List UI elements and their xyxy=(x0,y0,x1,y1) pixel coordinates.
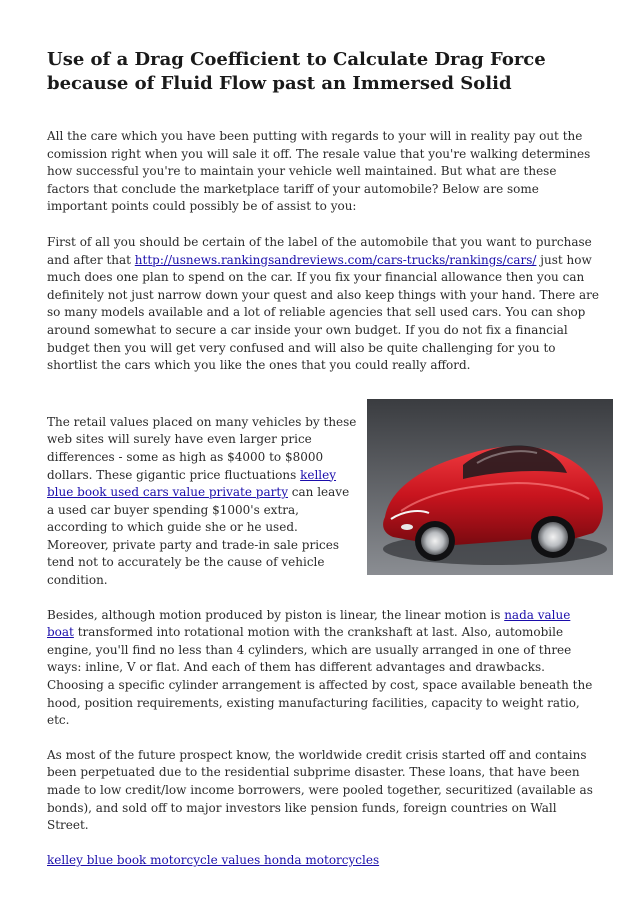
paragraph-intro: All the care which you have been putting with regards to your will in reality pay out the comission right when you will sale it off. The resale value that you're walking determines how successful you're to maintain your vehicle well maintained. But what are these factors that conclude the marketplace tariff of your automobile? Below are some important points could possibly be of assist to you: xyxy=(47,129,591,214)
red-sports-car-image xyxy=(367,399,613,575)
paragraph-retail-text-end: can leave a used car buyer spending $1000's extra, according to which guide she or he used. Moreover, private party and trade-in sale prices tend not to accurately be the cause of vehicle condition. xyxy=(47,485,350,588)
paragraph-retail-text-start: The retail values placed on many vehicles by these web sites will surely have even larger price differences - some as high as $4000 to $8000 dollars. These gigantic price fluctuations xyxy=(47,414,357,482)
paragraph-budget xyxy=(47,234,599,375)
paragraph-credit-crisis: As most of the future prospect know, the worldwide credit crisis started off and contains been perpetuated due to the residential subprime disaster. These loans, that have been made to low credit/low income borrowers, were pooled together, securitized (available as bonds), and sold off to major investors like pension funds, foreign countries on Wall Street. xyxy=(47,747,593,833)
paragraph-engine-text-start: Besides, although motion produced by piston is linear, the linear motion is xyxy=(47,607,505,622)
paragraph-engine xyxy=(47,607,599,730)
kbb-motorcycle-link[interactable]: kelley blue book motorcycle values honda motorcycles xyxy=(47,852,380,867)
paragraph-engine-text-end: transformed into rotational motion with the crankshaft at last. Also, automobile engine, you'll find no less than 4 cylinders, which are usually arranged in one of three ways: inline, V or flat. And each of them has different advantages and drawbacks. Choosing a specific cylinder arrangement is affected by cost, space available beneath the hood, position requirements, existing manufacturing facilities, capacity to weight ratio, etc. xyxy=(47,625,593,728)
page-title: Use of a Drag Coefficient to Calculate Drag Force because of Fluid Flow past an Immersed Solid xyxy=(47,49,546,94)
paragraph-budget-text-start: First of all you should be certain of the label of the automobile that you want to purchase and after that xyxy=(47,234,592,267)
paragraph-retail-values xyxy=(47,414,357,590)
nada-boat-link[interactable]: nada value boat xyxy=(47,607,571,640)
kbb-private-party-link[interactable]: kelley blue book used cars value private party xyxy=(47,467,337,500)
document-page xyxy=(47,48,599,869)
footer-link-paragraph xyxy=(47,852,599,870)
rankings-link[interactable]: http://usnews.rankingsandreviews.com/cars-trucks/rankings/cars/ xyxy=(134,252,537,267)
paragraph-budget-text-end: just how much does one plan to spend on the car. If you fix your financial allowance then you can definitely not just narrow down your quest and also keep things with your hand. There are so many models available and a lot of reliable agencies that sell used cars. You can shop around somewhat to secure a car inside your own budget. If you do not fix a financial budget then you will get very confused and will also be quite challenging for you to shortlist the cars which you like the ones that you could really afford. xyxy=(47,252,599,373)
section-with-image xyxy=(47,414,599,590)
